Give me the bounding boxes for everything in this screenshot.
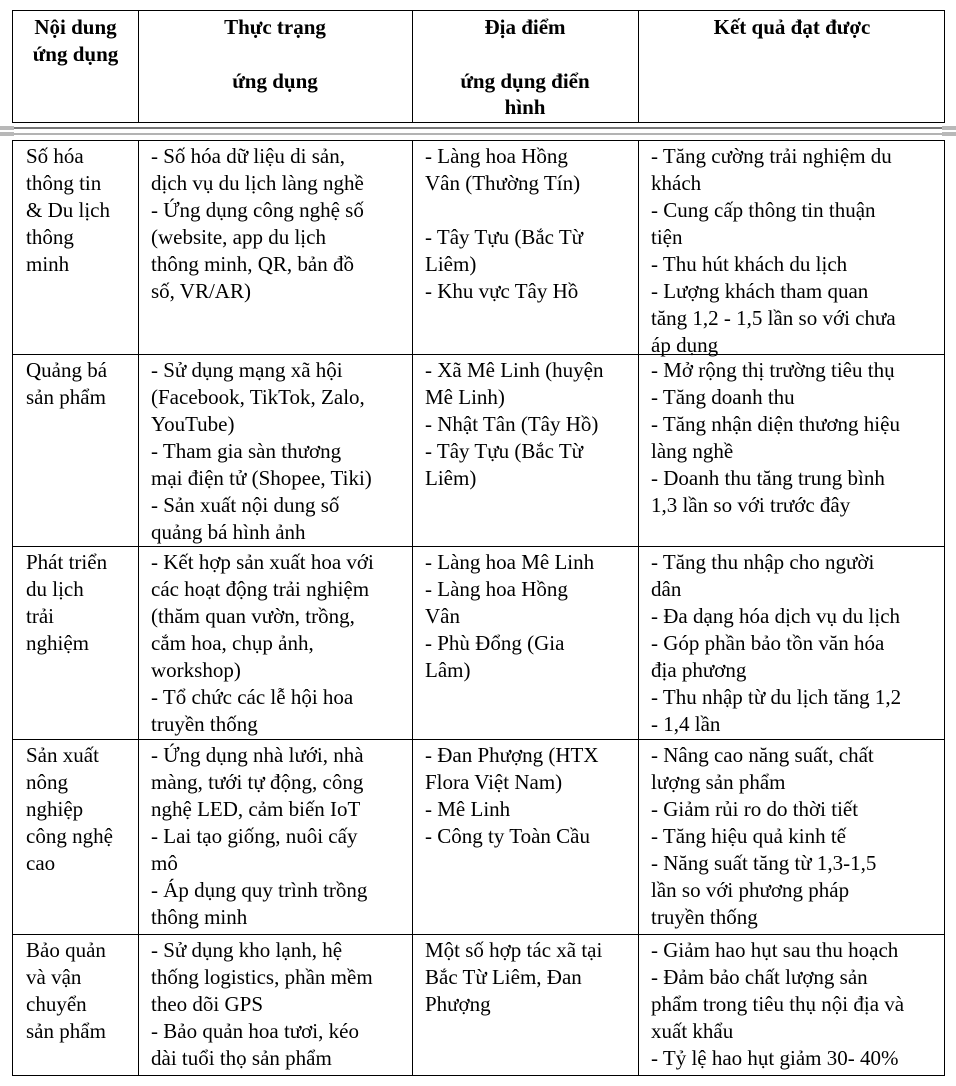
table-row [13,740,944,935]
cell-location: - Làng hoa Hồng Vân (Thường Tín) - Tây Tựu (Bắc Từ Liêm) - Khu vực Tây Hồ [425,144,584,303]
rule-tab-left [0,126,14,130]
table-body [12,140,945,1076]
header-col2-line2: ứng dụng [232,69,318,93]
section-rule [0,133,956,135]
cell-location: Một số hợp tác xã tại Bắc Từ Liêm, Đan Phượng [425,938,603,1016]
table-row [13,141,944,355]
header-cell-content [13,11,138,122]
cell-content: Số hóa thông tin & Du lịch thông minh [26,144,110,276]
cell-result: - Mở rộng thị trường tiêu thụ - Tăng doanh thu - Tăng nhận diện thương hiệu làng nghề - Doanh thu tăng trung bình 1,3 lần so với trước đây [651,358,900,517]
table-row [13,547,944,740]
cell-status: - Sử dụng mạng xã hội (Facebook, TikTok, Zalo, YouTube) - Tham gia sàn thương mại điện tử (Shopee, Tiki) - Sản xuất nội dung số quảng bá hình ảnh [151,358,372,544]
cell-status: - Kết hợp sản xuất hoa với các hoạt động trải nghiệm (thăm quan vườn, trồng, cắm hoa, chụp ảnh, workshop) - Tổ chức các lễ hội hoa truyền thống [151,550,374,736]
cell-status: - Số hóa dữ liệu di sản, dịch vụ du lịch làng nghề - Ứng dụng công nghệ số (website, app du lịch thông minh, QR, bản đồ số, VR/AR) [151,144,364,303]
table-header [12,10,945,123]
cell-content: Phát triển du lịch trải nghiệm [26,550,108,655]
cell-result: - Tăng thu nhập cho người dân - Đa dạng hóa dịch vụ du lịch - Góp phần bảo tồn văn hóa địa phương - Thu nhập từ du lịch tăng 1,2 - 1,4 lần [651,550,902,736]
section-rule [0,127,956,129]
cell-location: - Xã Mê Linh (huyện Mê Linh) - Nhật Tân (Tây Hồ) - Tây Tựu (Bắc Từ Liêm) [425,358,604,490]
header-col3-line1: Địa điểm [484,15,566,39]
header-col3-line2: ứng dụng điển hình [460,69,590,119]
rule-tab-right [942,126,956,130]
cell-content: Quảng bá sản phẩm [26,358,108,409]
cell-result: - Tăng cường trải nghiệm du khách - Cung cấp thông tin thuận tiện - Thu hút khách du lịch - Lượng khách tham quan tăng 1,2 - 1,5 lần so với chưa áp dụng [651,144,896,357]
cell-content: Bảo quản và vận chuyển sản phẩm [26,938,106,1043]
rule-tab-left [0,132,14,136]
cell-content: Sản xuất nông nghiệp công nghệ cao [26,743,113,875]
cell-status: - Ứng dụng nhà lưới, nhà màng, tưới tự động, công nghệ LED, cảm biến IoT - Lai tạo giống, nuôi cấy mô - Áp dụng quy trình trồng thông minh [151,743,368,929]
header-col4-line1: Kết quả đạt được [713,15,871,39]
header-col1-line2: ứng dụng [32,42,119,66]
cell-result: - Nâng cao năng suất, chất lượng sản phẩm - Giảm rủi ro do thời tiết - Tăng hiệu quả kinh tế - Năng suất tăng từ 1,3-1,5 lần so với phương pháp truyền thống [651,743,877,929]
cell-result: - Giảm hao hụt sau thu hoạch - Đảm bảo chất lượng sản phẩm trong tiêu thụ nội địa và xuất khẩu - Tỷ lệ hao hụt giảm 30- 40% [651,938,905,1070]
rule-tab-right [942,132,956,136]
cell-location: - Làng hoa Mê Linh - Làng hoa Hồng Vân - Phù Đổng (Gia Lâm) [425,550,595,682]
header-cell-location [412,11,638,122]
table-row [13,355,944,547]
header-cell-result [638,11,946,122]
cell-status: - Sử dụng kho lạnh, hệ thống logistics, phần mềm theo dõi GPS - Bảo quản hoa tươi, kéo dài tuổi thọ sản phẩm [151,938,373,1070]
table-row [13,935,944,1075]
header-col1-line1: Nội dung [34,15,117,39]
cell-location: - Đan Phượng (HTX Flora Việt Nam) - Mê Linh - Công ty Toàn Cầu [425,743,599,848]
header-col2-line1: Thực trạng [224,15,326,39]
header-cell-status [138,11,412,122]
